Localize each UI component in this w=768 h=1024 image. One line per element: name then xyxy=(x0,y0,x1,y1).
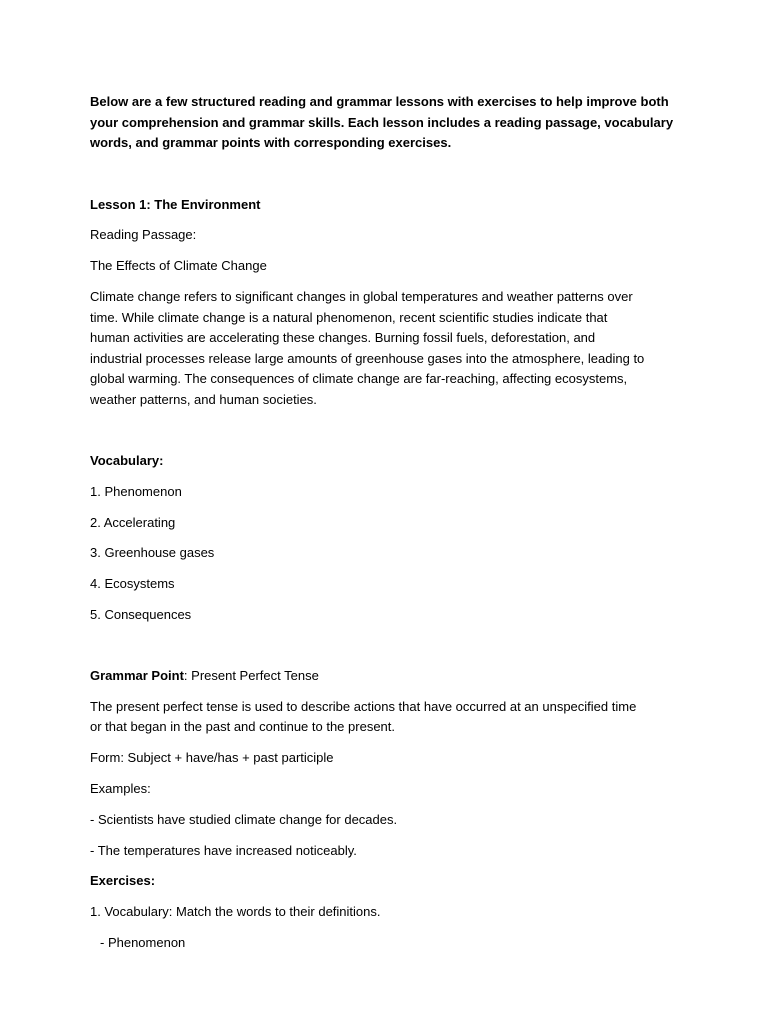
lesson-title: Lesson 1: The Environment xyxy=(90,197,261,212)
passage-line-5: global warming. The consequences of climate change are far-reaching, affecting ecosystems, xyxy=(90,371,628,386)
passage-title: The Effects of Climate Change xyxy=(90,258,267,273)
exercises-heading: Exercises: xyxy=(90,873,156,888)
vocabulary-heading: Vocabulary: xyxy=(90,453,164,468)
intro-line-1: Below are a few structured reading and grammar lessons with exercises to help improve both xyxy=(90,94,669,109)
vocabulary-item: 2. Accelerating xyxy=(90,514,176,530)
intro-line-3: words, and grammar points with corresponding exercises. xyxy=(90,135,452,150)
passage-line-3: human activities are accelerating these changes. Burning fossil fuels, deforestation, and xyxy=(90,330,596,345)
passage-line-6: weather patterns, and human societies. xyxy=(90,391,317,407)
vocabulary-item: 4. Ecosystems xyxy=(90,575,175,591)
examples-label: Examples: xyxy=(90,780,151,796)
intro-line-2: your comprehension and grammar skills. Each lesson includes a reading passage, vocabulary xyxy=(90,114,674,130)
passage-line-2: time. While climate change is a natural phenomenon, recent scientific studies indicate that xyxy=(90,309,608,325)
example-item: - Scientists have studied climate change for decades. xyxy=(90,811,398,827)
grammar-form: Form: Subject + have/has + past participle xyxy=(90,750,334,765)
vocabulary-item: 1. Phenomenon xyxy=(90,483,182,499)
passage-line-1: Climate change refers to significant changes in global temperatures and weather patterns over xyxy=(90,289,633,304)
passage-line-4: industrial processes release large amounts of greenhouse gases into the atmosphere, leading to xyxy=(90,350,645,366)
grammar-point-topic: : Present Perfect Tense xyxy=(183,668,319,683)
vocabulary-item: 3. Greenhouse gases xyxy=(90,545,215,560)
exercise-item: 1. Vocabulary: Match the words to their definitions. xyxy=(90,904,381,919)
exercise-sub-item: - Phenomenon xyxy=(100,935,186,950)
vocabulary-item: 5. Consequences xyxy=(90,606,192,622)
grammar-description-line-1: The present perfect tense is used to describe actions that have occurred at an unspecified time xyxy=(90,698,637,714)
grammar-description-line-2: or that began in the past and continue to the present. xyxy=(90,719,395,734)
grammar-point-label: Grammar Point xyxy=(90,668,184,683)
example-item: - The temperatures have increased noticeably. xyxy=(90,842,357,858)
grammar-point-heading xyxy=(90,666,690,687)
reading-passage-label: Reading Passage: xyxy=(90,227,197,242)
